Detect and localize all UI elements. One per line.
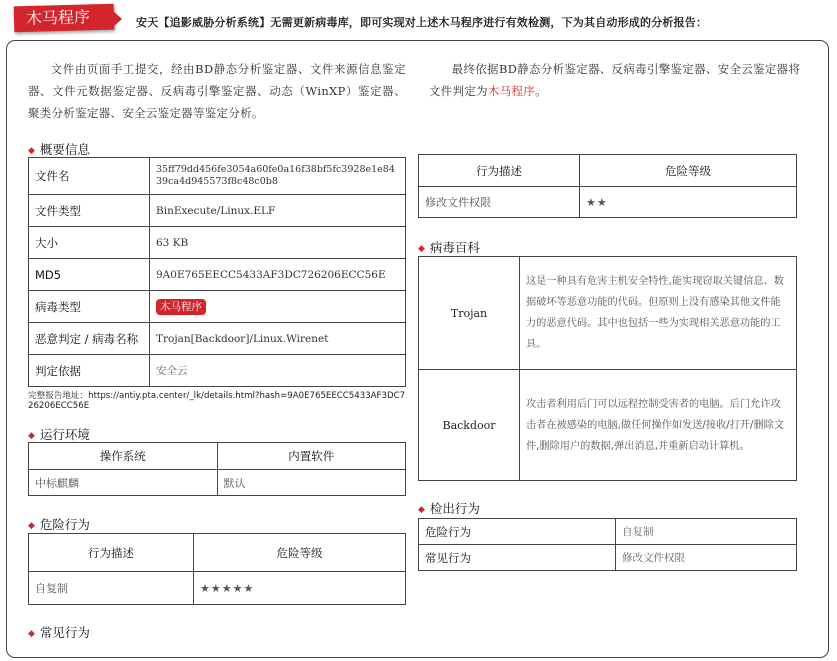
overview-value: [150, 291, 406, 323]
common-title: 常见行为: [39, 625, 90, 640]
verdict-text: 最终依据BD静态分析鉴定器、反病毒引擎鉴定器、安全云鉴定器将文件判定为: [429, 62, 801, 98]
danger-table: [28, 533, 406, 605]
diamond-icon: ◆: [28, 146, 35, 156]
runtime-software: 默认: [217, 470, 406, 496]
section-title-encyclopedia: [418, 238, 480, 256]
overview-key: 判定依据: [29, 355, 150, 387]
section-title-overview: [28, 140, 90, 158]
overview-title: 概要信息: [39, 142, 90, 157]
verdict-highlight: 木马程序: [487, 84, 536, 98]
table-header-row: [419, 155, 797, 187]
table-row: [29, 470, 406, 496]
virus-desc: 这是一种具有危害主机安全特性,能实现窃取关键信息、数据破坏等恶意功能的代码。但原则上没有感染其他文件能力的恶意代码。其中也包括一些为实现相关恶意功能的工具。: [520, 257, 797, 370]
danger-desc: 自复制: [29, 572, 194, 605]
table-row: [29, 323, 406, 355]
column-header: 行为描述: [419, 155, 580, 187]
runtime-table: [28, 442, 406, 496]
overview-key: 病毒类型: [29, 291, 150, 323]
column-header: 行为描述: [29, 534, 194, 572]
table-row: [29, 355, 406, 387]
table-row: [419, 187, 797, 218]
table-header-row: [29, 534, 406, 572]
detected-table: [418, 518, 797, 571]
section-title-runtime: [28, 425, 90, 443]
diamond-icon: ◆: [28, 521, 35, 531]
verdict-end: 。: [535, 84, 547, 98]
report-url[interactable]: 完整报告地址：https://antiy.pta.center/_lk/details.html?hash=9A0E765EECC5433AF3DC726206ECC56E: [28, 391, 406, 411]
diamond-icon: ◆: [28, 629, 35, 639]
table-row: [419, 370, 797, 481]
intro-paragraph-left: 文件由页面手工提交，经由BD静态分析鉴定器、文件来源信息鉴定器、文件元数据鉴定器、反病毒引擎鉴定器、动态（WinXP）鉴定器、聚类分析鉴定器、安全云鉴定器等鉴定分析。: [28, 62, 406, 120]
common-level: ★★: [580, 187, 797, 218]
virus-name: Backdoor: [419, 370, 520, 481]
column-header: 危险等级: [580, 155, 797, 187]
diamond-icon: ◆: [418, 505, 425, 515]
danger-level: ★★★★★: [194, 572, 406, 605]
column-header: 操作系统: [29, 443, 218, 470]
table-row: [29, 227, 406, 259]
virus-name: Trojan: [419, 257, 520, 370]
overview-value: 35ff79dd456fe3054a60fe0a16f38bf5fc3928e1e8439ca4d945573f8c48c0b8: [150, 158, 406, 195]
table-row: [419, 545, 797, 571]
table-header-row: [29, 443, 406, 470]
table-row: [29, 158, 406, 195]
virus-desc: 攻击者利用后门可以远程控制受害者的电脑。后门允许攻击者在被感染的电脑,做任何操作如发送/接收/打开/删除文件,删除用户的数据,弹出消息,并重新启动计算机。: [520, 370, 797, 481]
intro-paragraph-right: [429, 58, 807, 102]
detected-key: 危险行为: [419, 519, 616, 545]
intro-line: 安天【追影威胁分析系统】无需更新病毒库，即可实现对上述木马程序进行有效检测，下为其自动形成的分析报告：: [136, 16, 708, 29]
encyclopedia-table: [418, 256, 797, 481]
section-title-danger: [28, 515, 90, 533]
virus-type-badge: 木马程序: [156, 299, 206, 315]
column-header: 内置软件: [217, 443, 406, 470]
overview-value: Trojan[Backdoor]/Linux.Wirenet: [150, 323, 406, 355]
overview-key: 大小: [29, 227, 150, 259]
detected-value: 自复制: [616, 519, 797, 545]
common-table: [418, 154, 797, 218]
overview-key: 文件类型: [29, 195, 150, 227]
overview-table: [28, 157, 406, 387]
section-tag: 木马程序: [14, 4, 115, 33]
overview-key: 恶意判定 / 病毒名称: [29, 323, 150, 355]
table-row: [29, 259, 406, 291]
overview-key: 文件名: [29, 158, 150, 195]
table-row: [29, 291, 406, 323]
column-header: 危险等级: [194, 534, 406, 572]
section-title-detected: [418, 499, 480, 517]
overview-value: 63 KB: [150, 227, 406, 259]
runtime-os: 中标麒麟: [29, 470, 218, 496]
table-row: [419, 257, 797, 370]
overview-value: 安全云: [150, 355, 406, 387]
common-desc: 修改文件权限: [419, 187, 580, 218]
overview-key: MD5: [29, 259, 150, 291]
encyclopedia-title: 病毒百科: [429, 240, 480, 255]
detected-value: 修改文件权限: [616, 545, 797, 571]
diamond-icon: ◆: [418, 244, 425, 254]
danger-title: 危险行为: [39, 517, 90, 532]
detected-key: 常见行为: [419, 545, 616, 571]
overview-value: BinExecute/Linux.ELF: [150, 195, 406, 227]
runtime-title: 运行环境: [39, 427, 90, 442]
table-row: [419, 519, 797, 545]
detected-title: 检出行为: [429, 501, 480, 516]
table-row: [29, 572, 406, 605]
section-title-common: [28, 623, 90, 641]
diamond-icon: ◆: [28, 431, 35, 441]
overview-value: 9A0E765EECC5433AF3DC726206ECC56E: [150, 259, 406, 291]
table-row: [29, 195, 406, 227]
tag-tail: [112, 10, 122, 28]
